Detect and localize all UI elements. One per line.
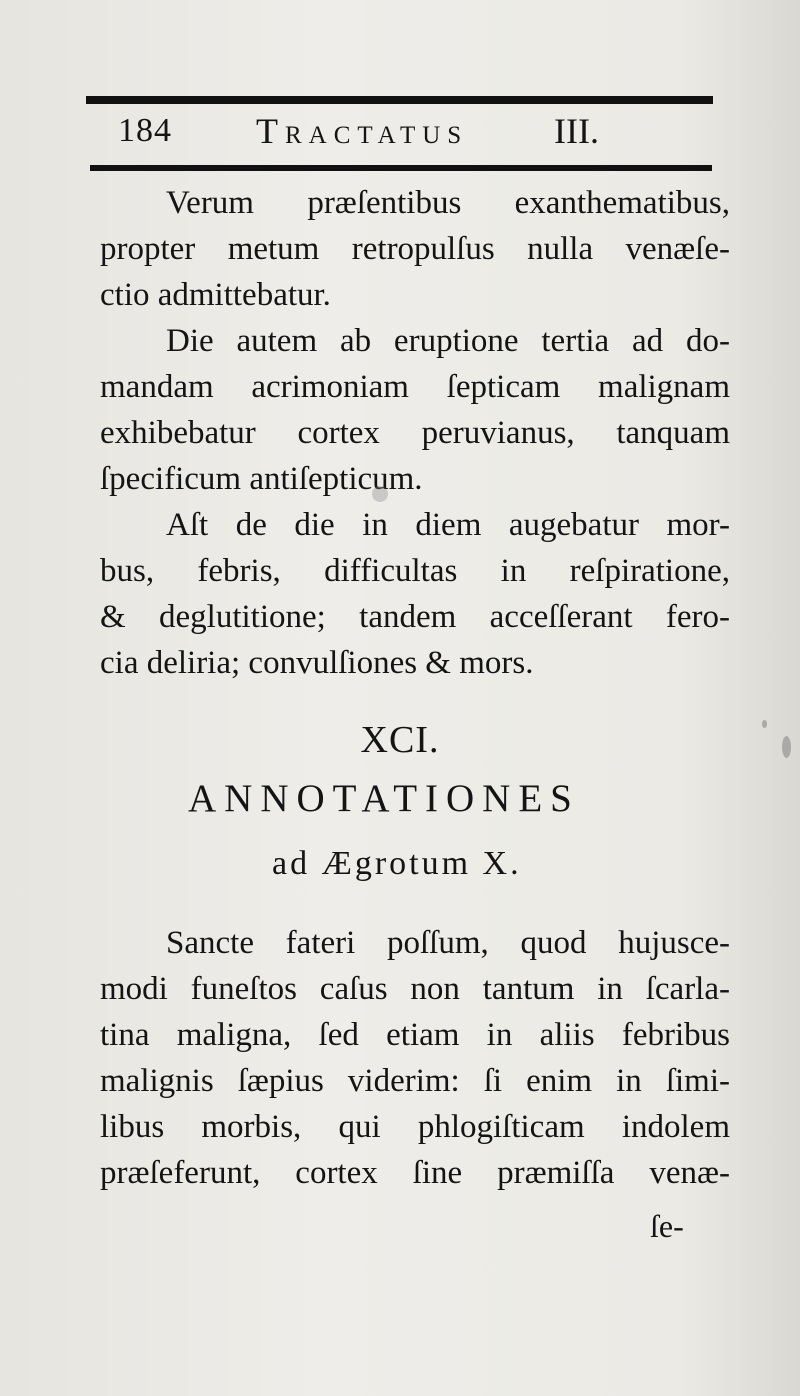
header-rule-top bbox=[86, 96, 713, 104]
header-rule-bottom bbox=[90, 165, 712, 171]
running-head-numeral: III. bbox=[554, 111, 599, 151]
section-number: XCI. bbox=[360, 719, 440, 761]
text-line: Aſt de die in diem augebatur mor- bbox=[166, 507, 730, 543]
text-line: Die autem ab eruptione tertia ad do- bbox=[166, 323, 730, 359]
section-subtitle: ad Ægrotum X. bbox=[272, 845, 522, 882]
text-line: Verum præſentibus exanthematibus, bbox=[166, 185, 730, 221]
paragraph-3 bbox=[100, 502, 730, 686]
paper-speck bbox=[782, 736, 791, 758]
text-line: modi funeſtos caſus non tantum in ſcarla- bbox=[100, 971, 730, 1007]
page-number: 184 bbox=[118, 112, 172, 149]
text-line: & deglutitione; tandem acceſſerant fero- bbox=[100, 599, 730, 635]
paragraph-4 bbox=[100, 920, 730, 1196]
text-line: Sancte fateri poſſum, quod hujusce- bbox=[166, 925, 730, 961]
running-head-title: Tractatus bbox=[256, 111, 469, 151]
text-line: cia deliria; convulſiones & mors. bbox=[100, 645, 534, 681]
text-line: propter metum retropulſus nulla venæſe- bbox=[100, 231, 730, 267]
paragraph-1 bbox=[100, 180, 730, 318]
text-line: bus, febris, difficultas in reſpiratione, bbox=[100, 553, 730, 589]
running-head bbox=[108, 110, 708, 158]
catchword: ſe- bbox=[650, 1208, 684, 1244]
text-line: malignis ſæpius viderim: ſi enim in ſimi- bbox=[100, 1063, 730, 1099]
paper-speck bbox=[372, 486, 388, 502]
text-line: præſeferunt, cortex ſine præmiſſa venæ- bbox=[100, 1155, 730, 1191]
text-line: tina maligna, ſed etiam in aliis febribus bbox=[100, 1017, 730, 1053]
text-line: libus morbis, qui phlogiſticam indolem bbox=[100, 1109, 730, 1145]
text-line: exhibebatur cortex peruvianus, tanquam bbox=[100, 415, 730, 451]
text-line: ſpecificum antiſepticum. bbox=[100, 461, 423, 497]
text-line: mandam acrimoniam ſepticam malignam bbox=[100, 369, 730, 405]
paragraph-2 bbox=[100, 318, 730, 502]
text-line: ctio admittebatur. bbox=[100, 277, 331, 313]
section-title: ANNOTATIONES bbox=[188, 777, 580, 820]
paper-speck bbox=[762, 720, 767, 728]
